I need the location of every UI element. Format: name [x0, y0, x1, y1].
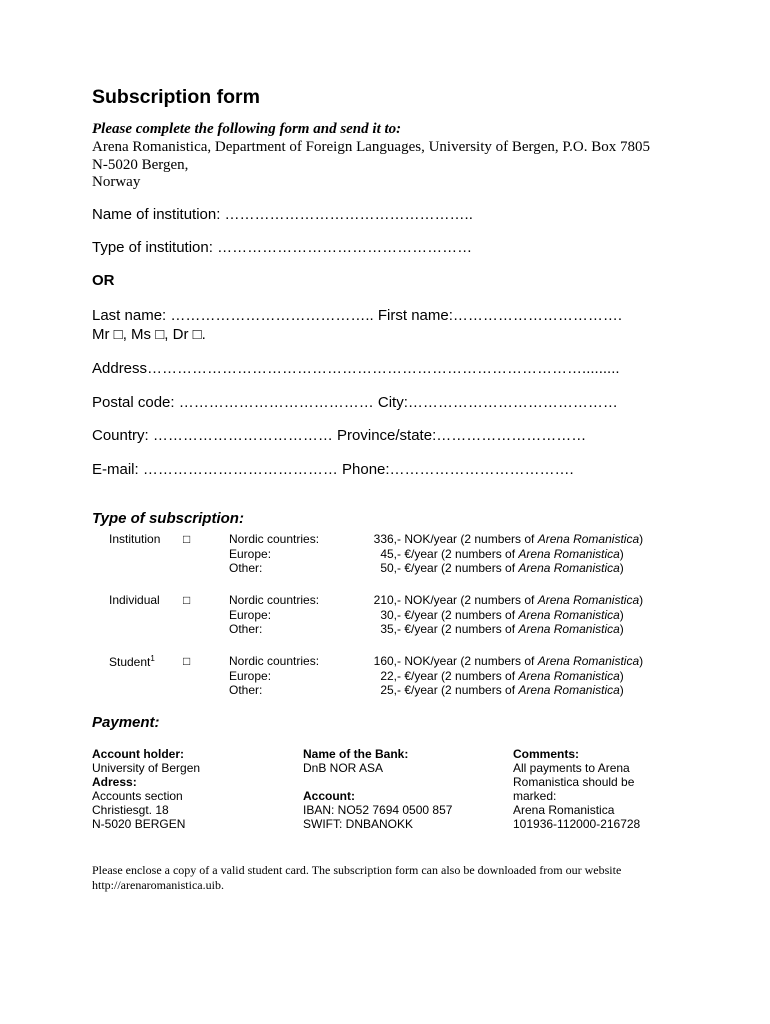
journal-name: Arena Romanistica [537, 593, 640, 607]
footer-line-1: Please enclose a copy of a valid student card. The subscription form can also be downloaded from our website [92, 863, 622, 877]
account-holder-label: Account holder: [92, 747, 184, 761]
adress-line-3: N-5020 BERGEN [92, 817, 186, 831]
region-label: Europe: [229, 607, 272, 622]
name-of-institution-field: Name of institution: ………………………………………….. [92, 206, 473, 223]
price-unit: NOK/year (2 numbers of [404, 593, 538, 607]
postal-city-field: Postal code: ………………………………… City:…………………………………… [92, 394, 618, 411]
price-line: 336,- NOK/year (2 numbers of Arena Romanistica) [366, 532, 666, 546]
comments-label: Comments: [513, 747, 580, 761]
type-of-institution-field: Type of institution: …………………………………………… [92, 239, 473, 256]
address-line-1: Arena Romanistica, Department of Foreign Languages, University of Bergen, P.O. Box 7805 [92, 139, 650, 155]
subscription-heading: Type of subscription: [92, 510, 244, 527]
email-phone-field: E-mail: ………………………………… Phone:………………………………. [92, 461, 574, 478]
country-province-field: Country: ……………………………… Province/state:………………………… [92, 427, 587, 444]
price-amount: 210,- [373, 593, 401, 607]
region-label: Nordic countries: [229, 593, 320, 607]
account-label: Account: [303, 789, 355, 803]
journal-name: Arena Romanistica [518, 607, 620, 622]
adress-line-1: Accounts section [92, 789, 183, 803]
footnote-marker: 1 [150, 654, 155, 663]
comments-line-3: marked: [513, 789, 557, 803]
region-label: Other: [229, 561, 263, 575]
price-unit: NOK/year (2 numbers of [404, 654, 538, 668]
address-line-3: Norway [92, 174, 141, 190]
payment-heading: Payment: [92, 714, 160, 731]
price-line: 45,- €/year (2 numbers of Arena Romanistica) [366, 547, 666, 561]
price-line: 35,- €/year (2 numbers of Arena Romanistica) [366, 622, 666, 636]
comments-line-4: Arena Romanistica [513, 803, 615, 817]
comments-line-2: Romanistica should be [513, 775, 635, 789]
region-label: Other: [229, 622, 263, 636]
address-line-2: N-5020 Bergen, [92, 157, 189, 173]
subscription-group-label: Student$^1$ [109, 654, 155, 669]
or-divider: OR [92, 272, 115, 289]
adress-line-2: Christiesgt. 18 [92, 803, 169, 817]
price-unit: €/year (2 numbers of [404, 668, 519, 683]
region-label: Europe: [229, 546, 272, 561]
price-unit: NOK/year (2 numbers of [404, 532, 538, 546]
region-label: Nordic countries: [229, 532, 320, 546]
journal-name: Arena Romanistica [537, 654, 640, 668]
subscription-group-label: Individual [109, 593, 160, 607]
iban-value: IBAN: NO52 7694 0500 857 [303, 803, 453, 817]
journal-name: Arena Romanistica [518, 668, 620, 683]
price-amount: 160,- [373, 654, 401, 668]
region-label: Other: [229, 683, 263, 697]
price-line: 22,- €/year (2 numbers of Arena Romanistica) [366, 669, 666, 683]
price-unit: €/year (2 numbers of [404, 683, 519, 697]
price-amount: 45,- [380, 546, 401, 561]
price-unit: €/year (2 numbers of [404, 607, 519, 622]
journal-name: Arena Romanistica [518, 622, 620, 636]
adress-label: Adress: [92, 775, 137, 789]
swift-value: SWIFT: DNBANOKK [303, 817, 414, 831]
price-unit: €/year (2 numbers of [404, 546, 519, 561]
subscription-checkbox[interactable]: □ [183, 654, 191, 668]
account-holder-value: University of Bergen [92, 761, 201, 775]
comments-line-5: 101936-112000-216728 [513, 817, 641, 831]
price-line: 160,- NOK/year (2 numbers of Arena Romanistica) [366, 654, 666, 668]
address-field: Address……………………………………………………………………………......... [92, 360, 620, 377]
journal-name: Arena Romanistica [537, 532, 640, 546]
price-amount: 336,- [373, 532, 401, 546]
journal-name: Arena Romanistica [518, 546, 620, 561]
price-amount: 30,- [380, 607, 401, 622]
bank-label: Name of the Bank: [303, 747, 409, 761]
price-unit: €/year (2 numbers of [404, 622, 519, 636]
page-title: Subscription form [92, 86, 260, 108]
footer-line-2: http://arenaromanistica.uib. [92, 878, 224, 892]
price-line: 210,- NOK/year (2 numbers of Arena Romanistica) [366, 593, 666, 607]
comments-line-1: All payments to Arena [513, 761, 630, 775]
price-amount: 25,- [380, 683, 401, 697]
price-amount: 50,- [380, 561, 401, 575]
region-label: Europe: [229, 668, 272, 683]
subscription-group-label: Institution [109, 532, 161, 546]
title-options: Mr □, Ms □, Dr □. [92, 326, 206, 343]
price-line: 50,- €/year (2 numbers of Arena Romanistica) [366, 561, 666, 575]
subscription-checkbox[interactable]: □ [183, 593, 191, 607]
region-label: Nordic countries: [229, 654, 320, 668]
subscription-checkbox[interactable]: □ [183, 532, 191, 546]
price-amount: 22,- [380, 668, 401, 683]
instruction-text: Please complete the following form and send it to: [92, 121, 402, 137]
journal-name: Arena Romanistica [518, 561, 620, 575]
price-unit: €/year (2 numbers of [404, 561, 519, 575]
last-first-name-field: Last name: ………………………………….. First name:……………………………. [92, 307, 623, 324]
price-line: 25,- €/year (2 numbers of Arena Romanistica) [366, 683, 666, 697]
bank-value: DnB NOR ASA [303, 761, 384, 775]
price-amount: 35,- [380, 622, 401, 636]
journal-name: Arena Romanistica [518, 683, 620, 697]
price-line: 30,- €/year (2 numbers of Arena Romanistica) [366, 608, 666, 622]
